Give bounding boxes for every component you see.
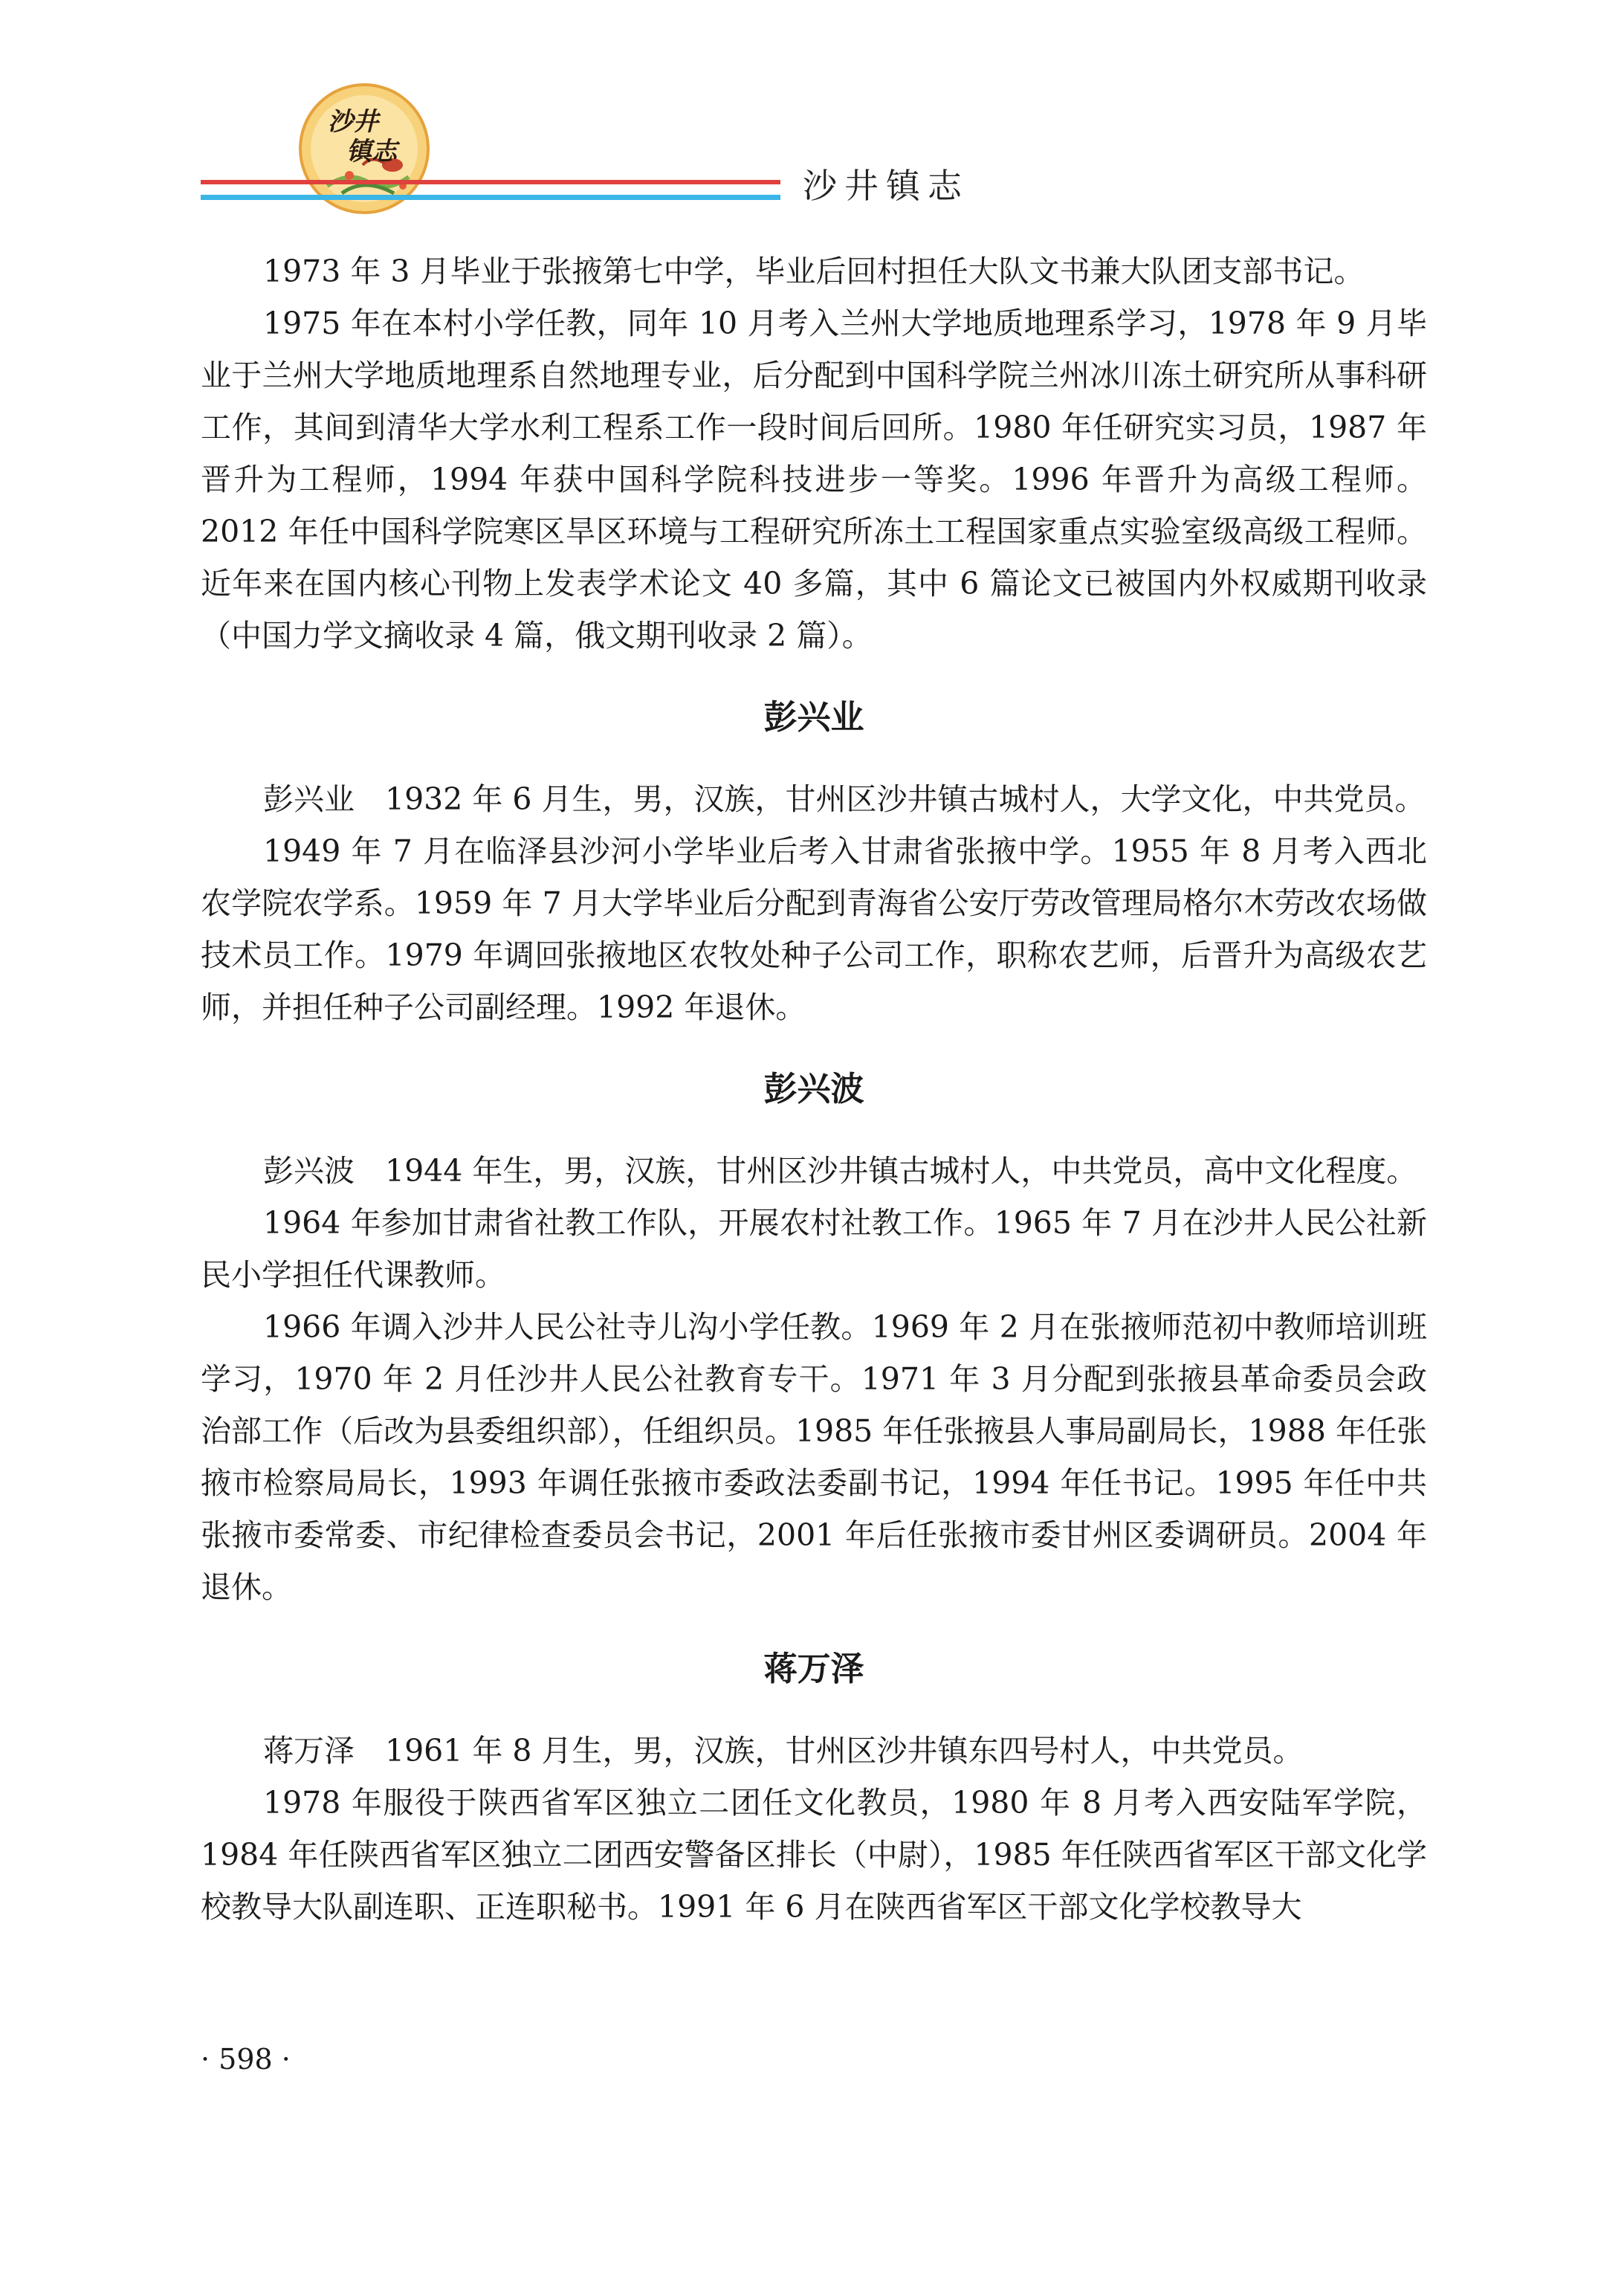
paragraph: 1978 年服役于陕西省军区独立二团任文化教员，1980 年 8 月考入西安陆军学院，1984 年任陕西省军区独立二团西安警备区排长（中尉），1985 年任陕西省军区干部文化学校教导大队副连职、正连职秘书。1991 年 6 月在陕西省军区干部文化学校教导大 xyxy=(201,1785,1427,1925)
section-heading: 彭兴业 xyxy=(763,697,864,737)
page-number: · 598 · xyxy=(201,2043,291,2076)
header-rule-blue xyxy=(201,195,780,200)
paragraph: 1949 年 7 月在临泽县沙河小学毕业后考入甘肃省张掖中学。1955 年 8 月考入西北农学院农学系。1959 年 7 月大学毕业后分配到青海省公安厅劳改管理局格尔木劳改农场做技术员工作。1979 年调回张掖地区农牧处种子公司工作，职称农艺师，后晋升为高级农艺师，并担任种子公司副经理。1992 年退休。 xyxy=(201,833,1427,1025)
section-heading: 蒋万泽 xyxy=(763,1649,864,1688)
paragraph: 1964 年参加甘肃省社教工作队，开展农村社教工作。1965 年 7 月在沙井人民公社新民小学担任代课教师。 xyxy=(201,1205,1427,1293)
paragraph: 彭兴业 1932 年 6 月生，男，汉族，甘州区沙井镇古城村人，大学文化，中共党员。 xyxy=(263,781,1426,817)
logo-text-line1: 沙井 xyxy=(328,107,378,137)
section-heading: 彭兴波 xyxy=(763,1069,864,1108)
paragraph: 蒋万泽 1961 年 8 月生，男，汉族，甘州区沙井镇东四号村人，中共党员。 xyxy=(263,1733,1304,1769)
paragraph: 彭兴波 1944 年生，男，汉族，甘州区沙井镇古城村人，中共党员，高中文化程度。 xyxy=(263,1153,1417,1189)
header-rule-red xyxy=(201,180,780,184)
paragraph: 1975 年在本村小学任教，同年 10 月考入兰州大学地质地理系学习，1978 年 9 月毕业于兰州大学地质地理系自然地理专业，后分配到中国科学院兰州冰川冻土研究所从事科研工作，其间到清华大学水利工程系工作一段时间后回所。1980 年任研究实习员，1987 年晋升为工程师，1994 年获中国科学院科技进步一等奖。1996 年晋升为高级工程师。2012 年任中国科学院寒区旱区环境与工程研究所冻土工程国家重点实验室级高级工程师。近年来在国内核心刊物上发表学术论文 40 多篇，其中 6 篇论文已被国内外权威期刊收录（中国力学文摘收录 4 篇，俄文期刊收录 2 篇）。 xyxy=(201,306,1427,653)
page-header xyxy=(0,0,1624,223)
paragraph: 1973 年 3 月毕业于张掖第七中学，毕业后回村担任大队文书兼大队团支部书记。 xyxy=(263,254,1365,289)
logo-text-line2: 镇志 xyxy=(346,137,397,167)
page-body xyxy=(201,245,1427,1933)
paragraph: 1966 年调入沙井人民公社寺儿沟小学任教。1969 年 2 月在张掖师范初中教师培训班学习，1970 年 2 月任沙井人民公社教育专干。1971 年 3 月分配到张掖县革命委员会政治部工作（后改为县委组织部），任组织员。1985 年任张掖县人事局副局长，1988 年任张掖市检察局局长，1993 年调任张掖市委政法委副书记，1994 年任书记。1995 年任中共张掖市委常委、市纪律检查委员会书记，2001 年后任张掖市委甘州区委调研员。2004 年退休。 xyxy=(201,1309,1427,1605)
running-title: 沙井镇志 xyxy=(803,166,969,206)
